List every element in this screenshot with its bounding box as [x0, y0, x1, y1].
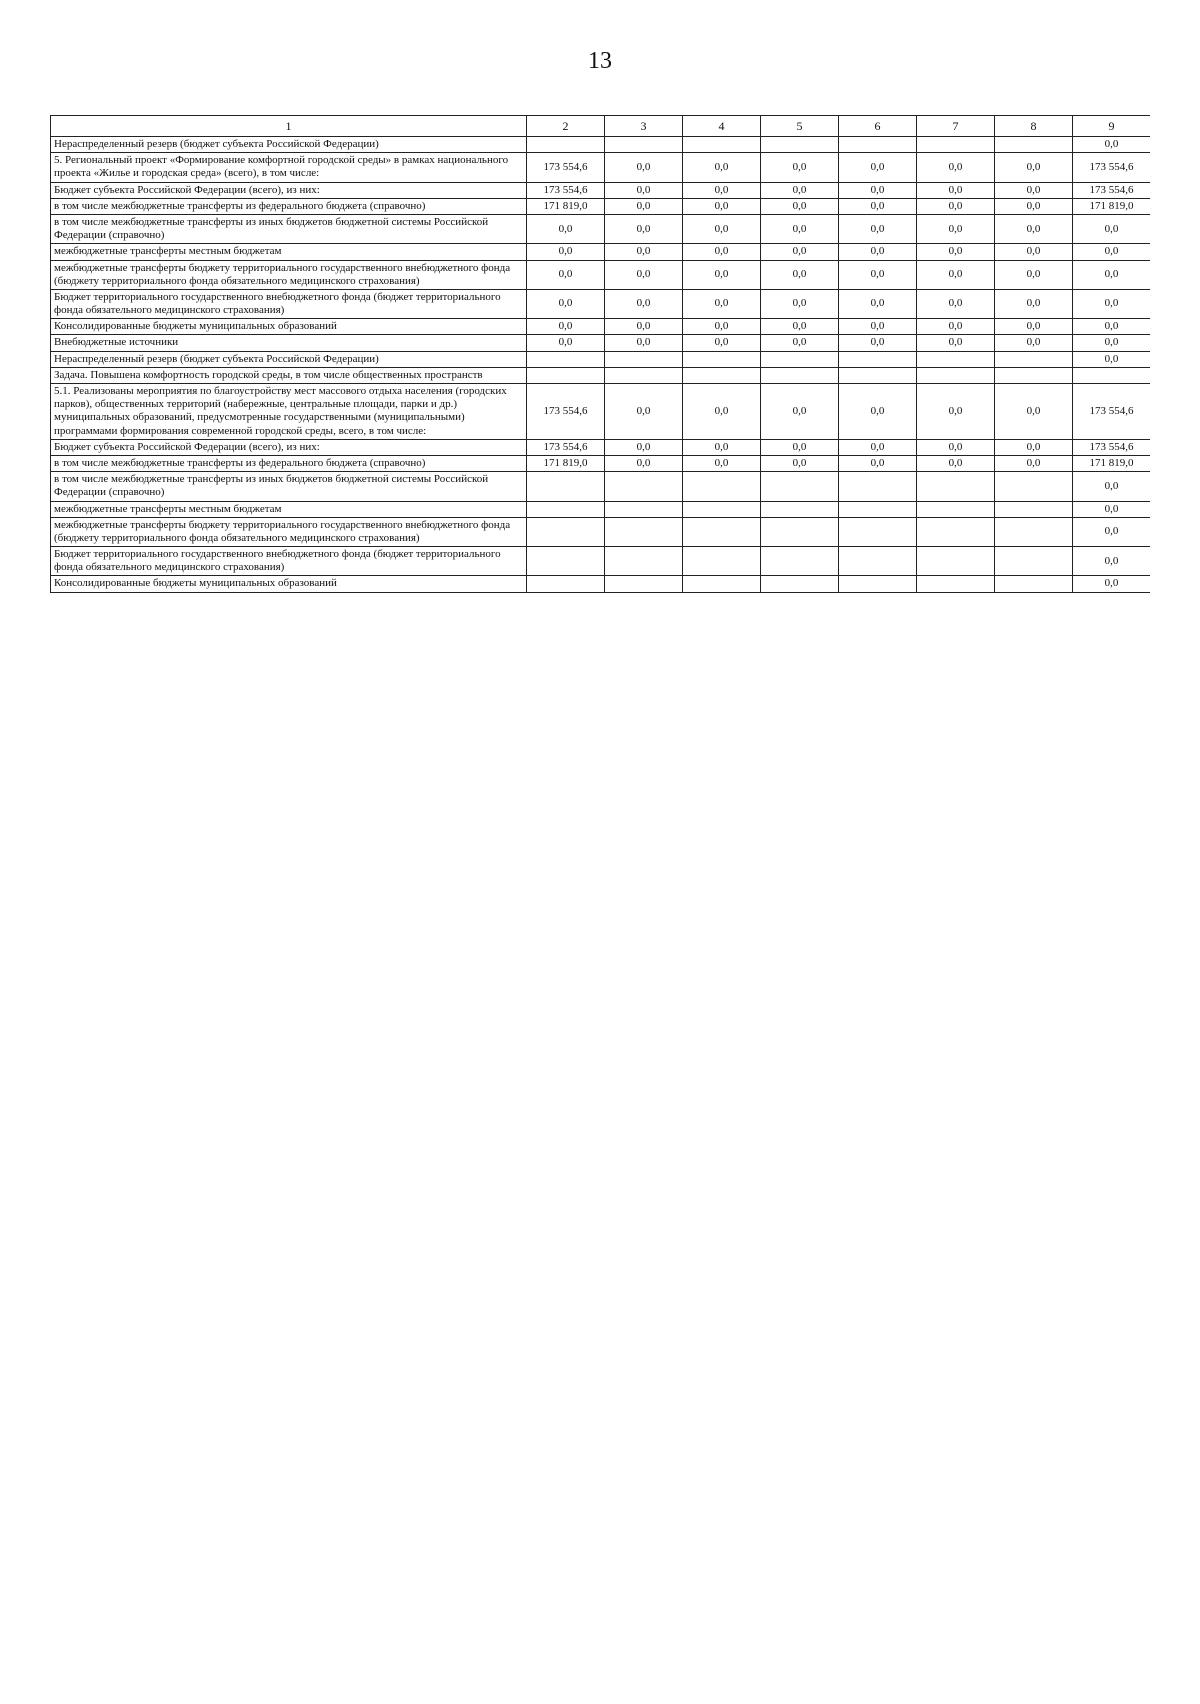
value-cell: 0,0: [995, 455, 1073, 471]
value-cell: 0,0: [761, 244, 839, 260]
value-cell: 0,0: [527, 319, 605, 335]
table-row: [51, 351, 1151, 367]
column-header: 9: [1073, 116, 1151, 137]
value-cell: 0,0: [761, 319, 839, 335]
value-cell: 0,0: [917, 153, 995, 182]
value-cell: 0,0: [995, 289, 1073, 318]
table-row: [51, 137, 1151, 153]
table-row: [51, 182, 1151, 198]
column-header: 2: [527, 116, 605, 137]
table-row: [51, 244, 1151, 260]
value-cell: 0,0: [995, 439, 1073, 455]
table-header: [51, 116, 1151, 137]
table-row: [51, 289, 1151, 318]
value-cell: 0,0: [1073, 547, 1151, 576]
value-cell: 0,0: [839, 335, 917, 351]
value-cell: [683, 351, 761, 367]
column-header: 8: [995, 116, 1073, 137]
value-cell: [995, 367, 1073, 383]
value-cell: 0,0: [605, 198, 683, 214]
column-header: 4: [683, 116, 761, 137]
column-header: 6: [839, 116, 917, 137]
table-row: [51, 260, 1151, 289]
value-cell: [1073, 367, 1151, 383]
value-cell: 171 819,0: [1073, 455, 1151, 471]
value-cell: 0,0: [839, 289, 917, 318]
value-cell: [605, 501, 683, 517]
value-cell: [839, 501, 917, 517]
value-cell: [761, 367, 839, 383]
value-cell: [839, 517, 917, 546]
value-cell: 0,0: [683, 198, 761, 214]
value-cell: [605, 517, 683, 546]
value-cell: 0,0: [761, 214, 839, 243]
column-header: 7: [917, 116, 995, 137]
value-cell: 0,0: [683, 214, 761, 243]
value-cell: 0,0: [1073, 214, 1151, 243]
table-row: [51, 319, 1151, 335]
value-cell: 0,0: [917, 214, 995, 243]
value-cell: 0,0: [839, 455, 917, 471]
value-cell: [917, 501, 995, 517]
value-cell: 173 554,6: [527, 439, 605, 455]
value-cell: 0,0: [1073, 351, 1151, 367]
value-cell: 0,0: [605, 289, 683, 318]
value-cell: 0,0: [761, 455, 839, 471]
row-label: Бюджет территориального государственного внебюджетного фонда (бюджет территориального фонда обязательного медицинского страхования): [51, 547, 527, 576]
value-cell: 0,0: [761, 153, 839, 182]
row-label: Нераспределенный резерв (бюджет субъекта Российской Федерации): [51, 137, 527, 153]
value-cell: [995, 576, 1073, 592]
value-cell: 0,0: [683, 319, 761, 335]
budget-table: [50, 115, 1150, 593]
value-cell: [839, 351, 917, 367]
value-cell: 0,0: [761, 198, 839, 214]
value-cell: 0,0: [995, 260, 1073, 289]
table-row: [51, 153, 1151, 182]
value-cell: 0,0: [839, 384, 917, 440]
value-cell: [605, 576, 683, 592]
value-cell: 0,0: [917, 455, 995, 471]
value-cell: 0,0: [995, 319, 1073, 335]
value-cell: 0,0: [605, 214, 683, 243]
value-cell: 0,0: [761, 439, 839, 455]
column-header: 5: [761, 116, 839, 137]
table-row: [51, 576, 1151, 592]
value-cell: [683, 137, 761, 153]
row-label: 5. Региональный проект «Формирование комфортной городской среды» в рамках национального проекта «Жилье и городская среда» (всего), в том числе:: [51, 153, 527, 182]
value-cell: 0,0: [917, 182, 995, 198]
row-label: Задача. Повышена комфортность городской среды, в том числе общественных пространств: [51, 367, 527, 383]
value-cell: 0,0: [605, 182, 683, 198]
value-cell: 0,0: [527, 244, 605, 260]
page-number: 13: [588, 48, 612, 74]
value-cell: 0,0: [527, 335, 605, 351]
value-cell: [995, 472, 1073, 501]
value-cell: [527, 351, 605, 367]
value-cell: [683, 472, 761, 501]
row-label: Нераспределенный резерв (бюджет субъекта Российской Федерации): [51, 351, 527, 367]
value-cell: 0,0: [761, 384, 839, 440]
row-label: Бюджет территориального государственного внебюджетного фонда (бюджет территориального фонда обязательного медицинского страхования): [51, 289, 527, 318]
value-cell: [527, 137, 605, 153]
value-cell: 0,0: [917, 198, 995, 214]
value-cell: 0,0: [761, 289, 839, 318]
row-label: в том числе межбюджетные трансферты из иных бюджетов бюджетной системы Российской Федерации (справочно): [51, 214, 527, 243]
value-cell: 0,0: [995, 182, 1073, 198]
row-label: Внебюджетные источники: [51, 335, 527, 351]
value-cell: 0,0: [683, 455, 761, 471]
value-cell: [917, 137, 995, 153]
value-cell: [527, 547, 605, 576]
row-label: межбюджетные трансферты бюджету территориального государственного внебюджетного фонда (бюджету территориального фонда обязательного медицинского страхования): [51, 260, 527, 289]
value-cell: [839, 472, 917, 501]
value-cell: [605, 367, 683, 383]
value-cell: [995, 547, 1073, 576]
value-cell: 0,0: [683, 384, 761, 440]
value-cell: [683, 547, 761, 576]
value-cell: [995, 501, 1073, 517]
value-cell: [761, 472, 839, 501]
row-label: Консолидированные бюджеты муниципальных образований: [51, 576, 527, 592]
value-cell: 173 554,6: [1073, 182, 1151, 198]
row-label: Бюджет субъекта Российской Федерации (всего), из них:: [51, 439, 527, 455]
value-cell: [605, 351, 683, 367]
table-row: [51, 517, 1151, 546]
value-cell: [917, 367, 995, 383]
value-cell: [917, 576, 995, 592]
value-cell: 0,0: [527, 289, 605, 318]
value-cell: [839, 367, 917, 383]
value-cell: 0,0: [917, 335, 995, 351]
value-cell: 0,0: [1073, 576, 1151, 592]
value-cell: 0,0: [605, 335, 683, 351]
value-cell: 0,0: [1073, 260, 1151, 289]
value-cell: 0,0: [605, 319, 683, 335]
value-cell: 0,0: [605, 244, 683, 260]
value-cell: [761, 547, 839, 576]
value-cell: [761, 576, 839, 592]
value-cell: 0,0: [605, 455, 683, 471]
value-cell: 0,0: [1073, 244, 1151, 260]
column-header: 1: [51, 116, 527, 137]
value-cell: [761, 137, 839, 153]
table-row: [51, 439, 1151, 455]
value-cell: 0,0: [605, 153, 683, 182]
value-cell: 0,0: [839, 153, 917, 182]
value-cell: 0,0: [1073, 501, 1151, 517]
row-label: в том числе межбюджетные трансферты из иных бюджетов бюджетной системы Российской Федерации (справочно): [51, 472, 527, 501]
value-cell: 0,0: [917, 289, 995, 318]
row-label: межбюджетные трансферты местным бюджетам: [51, 244, 527, 260]
table-row: [51, 501, 1151, 517]
value-cell: [839, 547, 917, 576]
value-cell: [917, 547, 995, 576]
value-cell: 0,0: [839, 198, 917, 214]
value-cell: 0,0: [917, 384, 995, 440]
value-cell: 0,0: [1073, 472, 1151, 501]
value-cell: 0,0: [917, 244, 995, 260]
table-row: [51, 367, 1151, 383]
value-cell: 0,0: [1073, 137, 1151, 153]
value-cell: 0,0: [917, 439, 995, 455]
value-cell: 0,0: [839, 439, 917, 455]
value-cell: [917, 517, 995, 546]
value-cell: 0,0: [683, 289, 761, 318]
value-cell: [605, 472, 683, 501]
value-cell: 0,0: [917, 319, 995, 335]
value-cell: 0,0: [839, 260, 917, 289]
column-header: 3: [605, 116, 683, 137]
value-cell: [527, 367, 605, 383]
value-cell: 173 554,6: [527, 384, 605, 440]
value-cell: 171 819,0: [527, 455, 605, 471]
value-cell: [683, 367, 761, 383]
row-label: в том числе межбюджетные трансферты из федерального бюджета (справочно): [51, 455, 527, 471]
value-cell: [527, 501, 605, 517]
value-cell: 0,0: [839, 182, 917, 198]
value-cell: 171 819,0: [1073, 198, 1151, 214]
value-cell: [683, 517, 761, 546]
value-cell: [605, 137, 683, 153]
value-cell: 173 554,6: [527, 153, 605, 182]
row-label: Консолидированные бюджеты муниципальных образований: [51, 319, 527, 335]
value-cell: [761, 501, 839, 517]
value-cell: 0,0: [761, 260, 839, 289]
value-cell: 0,0: [995, 198, 1073, 214]
value-cell: 0,0: [683, 335, 761, 351]
table-body: [51, 137, 1151, 593]
table-row: [51, 455, 1151, 471]
value-cell: 0,0: [995, 214, 1073, 243]
row-label: в том числе межбюджетные трансферты из федерального бюджета (справочно): [51, 198, 527, 214]
value-cell: 0,0: [683, 153, 761, 182]
value-cell: 0,0: [683, 260, 761, 289]
table-row: [51, 198, 1151, 214]
value-cell: 173 554,6: [1073, 384, 1151, 440]
value-cell: 0,0: [1073, 289, 1151, 318]
value-cell: 0,0: [995, 384, 1073, 440]
value-cell: [917, 351, 995, 367]
row-label: Бюджет субъекта Российской Федерации (всего), из них:: [51, 182, 527, 198]
value-cell: 0,0: [917, 260, 995, 289]
value-cell: 0,0: [1073, 319, 1151, 335]
value-cell: [605, 547, 683, 576]
value-cell: 171 819,0: [527, 198, 605, 214]
value-cell: 0,0: [839, 319, 917, 335]
value-cell: 173 554,6: [1073, 153, 1151, 182]
value-cell: 0,0: [995, 153, 1073, 182]
value-cell: 173 554,6: [527, 182, 605, 198]
value-cell: 0,0: [995, 335, 1073, 351]
value-cell: 0,0: [1073, 335, 1151, 351]
value-cell: 0,0: [761, 182, 839, 198]
value-cell: 0,0: [683, 439, 761, 455]
table-row: [51, 472, 1151, 501]
value-cell: [995, 351, 1073, 367]
value-cell: 0,0: [839, 244, 917, 260]
value-cell: 0,0: [605, 260, 683, 289]
value-cell: 0,0: [995, 244, 1073, 260]
value-cell: [839, 137, 917, 153]
value-cell: 0,0: [683, 182, 761, 198]
value-cell: [761, 517, 839, 546]
value-cell: 0,0: [1073, 517, 1151, 546]
row-label: межбюджетные трансферты местным бюджетам: [51, 501, 527, 517]
value-cell: 173 554,6: [1073, 439, 1151, 455]
document-sheet: [50, 115, 1150, 1575]
row-label: 5.1. Реализованы мероприятия по благоустройству мест массового отдыха населения (городских парков), общественных территорий (набережные, центральные площади, парки и др.) муниципальных образований, предусмотренные государственными (муниципальными) программами формирования современной городской среды, всего, в том числе:: [51, 384, 527, 440]
row-label: межбюджетные трансферты бюджету территориального государственного внебюджетного фонда (бюджету территориального фонда обязательного медицинского страхования): [51, 517, 527, 546]
value-cell: 0,0: [527, 214, 605, 243]
table-header-row: [51, 116, 1151, 137]
value-cell: [683, 576, 761, 592]
value-cell: 0,0: [527, 260, 605, 289]
value-cell: 0,0: [605, 384, 683, 440]
value-cell: [683, 501, 761, 517]
value-cell: 0,0: [761, 335, 839, 351]
value-cell: [527, 517, 605, 546]
value-cell: [527, 576, 605, 592]
table-row: [51, 384, 1151, 440]
value-cell: [995, 137, 1073, 153]
value-cell: 0,0: [839, 214, 917, 243]
value-cell: [761, 351, 839, 367]
table-row: [51, 214, 1151, 243]
value-cell: [917, 472, 995, 501]
value-cell: 0,0: [683, 244, 761, 260]
value-cell: [839, 576, 917, 592]
table-row: [51, 335, 1151, 351]
value-cell: [527, 472, 605, 501]
value-cell: [995, 517, 1073, 546]
table-row: [51, 547, 1151, 576]
value-cell: 0,0: [605, 439, 683, 455]
